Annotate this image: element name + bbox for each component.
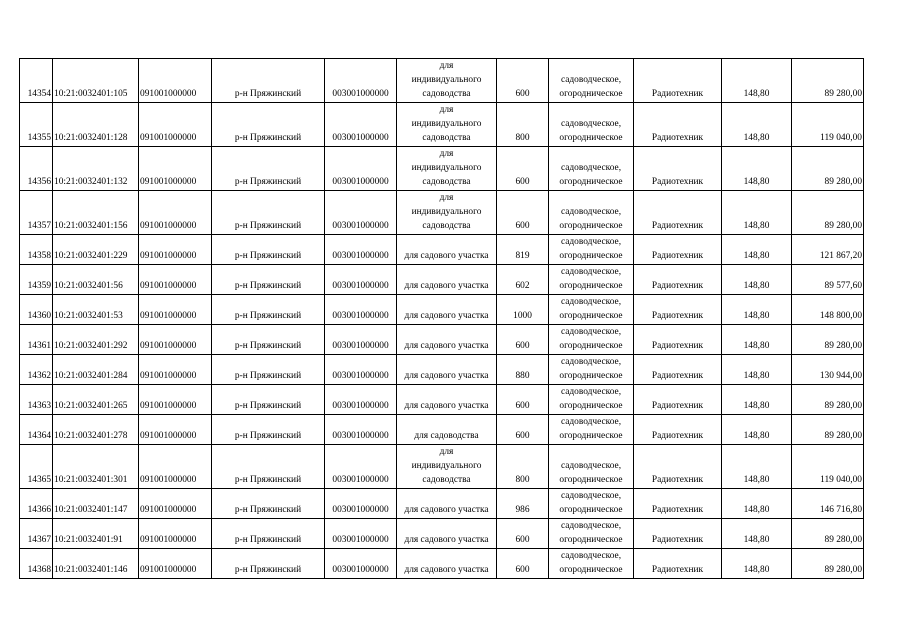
- purpose-cell: [397, 355, 497, 385]
- land-use-line: огородническое: [559, 565, 623, 575]
- area-cell: 986: [497, 489, 549, 519]
- row-number-cell: 14357: [20, 191, 53, 235]
- amount-cell: 89 280,00: [792, 519, 864, 549]
- amount-cell: 89 577,60: [792, 265, 864, 295]
- purpose-line: для: [439, 149, 454, 159]
- purpose-line: для садового участка: [404, 281, 489, 291]
- table-row: [20, 385, 864, 415]
- land-use-cell: [549, 385, 634, 415]
- area-cell: 602: [497, 265, 549, 295]
- rate-cell: 148,80: [722, 325, 792, 355]
- purpose-line: для: [439, 105, 454, 115]
- district-cell: р-н Пряжинский: [212, 445, 325, 489]
- district-cell: р-н Пряжинский: [212, 415, 325, 445]
- purpose-line: для садового участка: [404, 401, 489, 411]
- territory-code-cell: 091001000000: [139, 103, 212, 147]
- cadastral-number-cell: 10:21:0032401:53: [53, 295, 139, 325]
- rate-cell: 148,80: [722, 265, 792, 295]
- purpose-line: индивидуального: [411, 461, 482, 471]
- land-use-cell: [549, 489, 634, 519]
- organization-cell: Радиотехник: [634, 355, 722, 385]
- rate-cell: 148,80: [722, 549, 792, 579]
- purpose-line: индивидуального: [411, 119, 482, 129]
- settlement-code-cell: 003001000000: [325, 445, 397, 489]
- land-use-cell: [549, 355, 634, 385]
- land-use-line: огородническое: [559, 535, 623, 545]
- district-cell: р-н Пряжинский: [212, 355, 325, 385]
- table-row: [20, 103, 864, 147]
- land-use-line: садоводческое,: [560, 237, 622, 247]
- settlement-code-cell: 003001000000: [325, 265, 397, 295]
- area-cell: 800: [497, 103, 549, 147]
- land-use-line: садоводческое,: [560, 267, 622, 277]
- amount-cell: 130 944,00: [792, 355, 864, 385]
- purpose-line: садоводства: [422, 89, 471, 99]
- purpose-line: садоводства: [422, 177, 471, 187]
- land-use-line: огородническое: [559, 431, 623, 441]
- purpose-cell: [397, 445, 497, 489]
- settlement-code-cell: 003001000000: [325, 191, 397, 235]
- area-cell: 600: [497, 325, 549, 355]
- cadastral-number-cell: 10:21:0032401:56: [53, 265, 139, 295]
- table-row: [20, 355, 864, 385]
- cadastral-number-cell: 10:21:0032401:128: [53, 103, 139, 147]
- rate-cell: 148,80: [722, 103, 792, 147]
- purpose-line: для садового участка: [404, 311, 489, 321]
- cadastral-number-cell: 10:21:0032401:301: [53, 445, 139, 489]
- organization-cell: Радиотехник: [634, 445, 722, 489]
- organization-cell: Радиотехник: [634, 147, 722, 191]
- settlement-code-cell: 003001000000: [325, 325, 397, 355]
- row-number-cell: 14364: [20, 415, 53, 445]
- land-use-line: садоводческое,: [560, 327, 622, 337]
- table-row: [20, 549, 864, 579]
- table-row: [20, 519, 864, 549]
- cadastral-number-cell: 10:21:0032401:156: [53, 191, 139, 235]
- purpose-line: для садового участка: [404, 535, 489, 545]
- cadastral-number-cell: 10:21:0032401:146: [53, 549, 139, 579]
- amount-cell: 89 280,00: [792, 415, 864, 445]
- district-cell: р-н Пряжинский: [212, 59, 325, 103]
- cadastral-number-cell: 10:21:0032401:292: [53, 325, 139, 355]
- purpose-line: садоводства: [422, 475, 471, 485]
- rate-cell: 148,80: [722, 355, 792, 385]
- purpose-cell: [397, 385, 497, 415]
- row-number-cell: 14367: [20, 519, 53, 549]
- territory-code-cell: 091001000000: [139, 445, 212, 489]
- settlement-code-cell: 003001000000: [325, 385, 397, 415]
- purpose-cell: [397, 103, 497, 147]
- land-use-line: садоводческое,: [560, 207, 622, 217]
- purpose-line: индивидуального: [411, 75, 482, 85]
- purpose-line: садоводства: [422, 133, 471, 143]
- organization-cell: Радиотехник: [634, 235, 722, 265]
- organization-cell: Радиотехник: [634, 325, 722, 355]
- purpose-line: для: [439, 193, 454, 203]
- land-use-cell: [549, 445, 634, 489]
- district-cell: р-н Пряжинский: [212, 235, 325, 265]
- district-cell: р-н Пряжинский: [212, 295, 325, 325]
- rate-cell: 148,80: [722, 191, 792, 235]
- land-use-line: огородническое: [559, 341, 623, 351]
- area-cell: 600: [497, 549, 549, 579]
- settlement-code-cell: 003001000000: [325, 59, 397, 103]
- settlement-code-cell: 003001000000: [325, 355, 397, 385]
- territory-code-cell: 091001000000: [139, 265, 212, 295]
- land-use-line: огородническое: [559, 401, 623, 411]
- district-cell: р-н Пряжинский: [212, 265, 325, 295]
- organization-cell: Радиотехник: [634, 489, 722, 519]
- area-cell: 800: [497, 445, 549, 489]
- organization-cell: Радиотехник: [634, 385, 722, 415]
- land-use-line: огородническое: [559, 371, 623, 381]
- land-use-cell: [549, 415, 634, 445]
- row-number-cell: 14365: [20, 445, 53, 489]
- area-cell: 600: [497, 415, 549, 445]
- land-use-line: садоводческое,: [560, 521, 622, 531]
- table-row: [20, 295, 864, 325]
- table-body: [20, 59, 864, 579]
- district-cell: р-н Пряжинский: [212, 519, 325, 549]
- purpose-cell: [397, 147, 497, 191]
- purpose-line: для: [439, 61, 454, 71]
- settlement-code-cell: 003001000000: [325, 295, 397, 325]
- cadastral-number-cell: 10:21:0032401:265: [53, 385, 139, 415]
- land-use-cell: [549, 549, 634, 579]
- purpose-line: для садового участка: [404, 341, 489, 351]
- territory-code-cell: 091001000000: [139, 325, 212, 355]
- land-use-line: садоводческое,: [560, 75, 622, 85]
- cadastral-number-cell: 10:21:0032401:105: [53, 59, 139, 103]
- area-cell: 600: [497, 519, 549, 549]
- land-use-line: огородническое: [559, 177, 623, 187]
- district-cell: р-н Пряжинский: [212, 325, 325, 355]
- organization-cell: Радиотехник: [634, 265, 722, 295]
- rate-cell: 148,80: [722, 445, 792, 489]
- land-use-line: огородническое: [559, 221, 623, 231]
- land-use-line: огородническое: [559, 281, 623, 291]
- row-number-cell: 14360: [20, 295, 53, 325]
- territory-code-cell: 091001000000: [139, 385, 212, 415]
- rate-cell: 148,80: [722, 519, 792, 549]
- land-use-cell: [549, 235, 634, 265]
- cadastral-number-cell: 10:21:0032401:132: [53, 147, 139, 191]
- land-use-cell: [549, 191, 634, 235]
- territory-code-cell: 091001000000: [139, 489, 212, 519]
- settlement-code-cell: 003001000000: [325, 147, 397, 191]
- area-cell: 1000: [497, 295, 549, 325]
- row-number-cell: 14359: [20, 265, 53, 295]
- land-use-cell: [549, 325, 634, 355]
- land-use-cell: [549, 265, 634, 295]
- amount-cell: 148 800,00: [792, 295, 864, 325]
- land-use-line: садоводческое,: [560, 357, 622, 367]
- land-use-cell: [549, 519, 634, 549]
- settlement-code-cell: 003001000000: [325, 519, 397, 549]
- purpose-cell: [397, 489, 497, 519]
- land-use-line: огородническое: [559, 89, 623, 99]
- land-use-line: огородническое: [559, 311, 623, 321]
- rate-cell: 148,80: [722, 385, 792, 415]
- purpose-line: для садового участка: [404, 371, 489, 381]
- cadastral-number-cell: 10:21:0032401:284: [53, 355, 139, 385]
- organization-cell: Радиотехник: [634, 415, 722, 445]
- purpose-cell: [397, 265, 497, 295]
- land-use-line: огородническое: [559, 505, 623, 515]
- purpose-line: для садоводства: [414, 431, 479, 441]
- area-cell: 600: [497, 59, 549, 103]
- row-number-cell: 14366: [20, 489, 53, 519]
- area-cell: 600: [497, 147, 549, 191]
- rate-cell: 148,80: [722, 415, 792, 445]
- area-cell: 819: [497, 235, 549, 265]
- land-use-line: садоводческое,: [560, 387, 622, 397]
- amount-cell: 89 280,00: [792, 59, 864, 103]
- table-row: [20, 59, 864, 103]
- territory-code-cell: 091001000000: [139, 295, 212, 325]
- purpose-line: для садового участка: [404, 565, 489, 575]
- cadastral-number-cell: 10:21:0032401:147: [53, 489, 139, 519]
- amount-cell: 89 280,00: [792, 385, 864, 415]
- territory-code-cell: 091001000000: [139, 191, 212, 235]
- territory-code-cell: 091001000000: [139, 235, 212, 265]
- purpose-line: для садового участка: [404, 505, 489, 515]
- organization-cell: Радиотехник: [634, 295, 722, 325]
- territory-code-cell: 091001000000: [139, 355, 212, 385]
- land-plot-table: [19, 58, 864, 579]
- purpose-line: садоводства: [422, 221, 471, 231]
- amount-cell: 121 867,20: [792, 235, 864, 265]
- territory-code-cell: 091001000000: [139, 549, 212, 579]
- purpose-line: для садового участка: [404, 251, 489, 261]
- table-row: [20, 265, 864, 295]
- organization-cell: Радиотехник: [634, 519, 722, 549]
- rate-cell: 148,80: [722, 59, 792, 103]
- purpose-cell: [397, 295, 497, 325]
- amount-cell: 119 040,00: [792, 103, 864, 147]
- purpose-line: для: [439, 447, 454, 457]
- purpose-cell: [397, 519, 497, 549]
- purpose-cell: [397, 415, 497, 445]
- table-row: [20, 489, 864, 519]
- land-use-line: огородническое: [559, 133, 623, 143]
- territory-code-cell: 091001000000: [139, 147, 212, 191]
- cadastral-number-cell: 10:21:0032401:229: [53, 235, 139, 265]
- purpose-line: индивидуального: [411, 163, 482, 173]
- table-row: [20, 415, 864, 445]
- land-use-line: огородническое: [559, 251, 623, 261]
- land-use-line: садоводческое,: [560, 551, 622, 561]
- organization-cell: Радиотехник: [634, 191, 722, 235]
- settlement-code-cell: 003001000000: [325, 103, 397, 147]
- district-cell: р-н Пряжинский: [212, 103, 325, 147]
- district-cell: р-н Пряжинский: [212, 385, 325, 415]
- land-use-line: садоводческое,: [560, 417, 622, 427]
- rate-cell: 148,80: [722, 489, 792, 519]
- settlement-code-cell: 003001000000: [325, 235, 397, 265]
- cadastral-number-cell: 10:21:0032401:91: [53, 519, 139, 549]
- purpose-cell: [397, 235, 497, 265]
- purpose-cell: [397, 325, 497, 355]
- purpose-line: индивидуального: [411, 207, 482, 217]
- rate-cell: 148,80: [722, 235, 792, 265]
- row-number-cell: 14362: [20, 355, 53, 385]
- row-number-cell: 14354: [20, 59, 53, 103]
- cadastral-number-cell: 10:21:0032401:278: [53, 415, 139, 445]
- land-use-line: садоводческое,: [560, 163, 622, 173]
- land-use-line: садоводческое,: [560, 491, 622, 501]
- area-cell: 600: [497, 385, 549, 415]
- land-use-line: садоводческое,: [560, 461, 622, 471]
- table-row: [20, 325, 864, 355]
- land-use-cell: [549, 295, 634, 325]
- territory-code-cell: 091001000000: [139, 519, 212, 549]
- table-row: [20, 235, 864, 265]
- land-use-cell: [549, 147, 634, 191]
- organization-cell: Радиотехник: [634, 59, 722, 103]
- purpose-cell: [397, 549, 497, 579]
- district-cell: р-н Пряжинский: [212, 489, 325, 519]
- area-cell: 880: [497, 355, 549, 385]
- amount-cell: 89 280,00: [792, 549, 864, 579]
- land-use-cell: [549, 59, 634, 103]
- organization-cell: Радиотехник: [634, 103, 722, 147]
- land-use-line: садоводческое,: [560, 119, 622, 129]
- row-number-cell: 14361: [20, 325, 53, 355]
- row-number-cell: 14355: [20, 103, 53, 147]
- district-cell: р-н Пряжинский: [212, 147, 325, 191]
- amount-cell: 89 280,00: [792, 325, 864, 355]
- land-use-cell: [549, 103, 634, 147]
- table-row: [20, 147, 864, 191]
- district-cell: р-н Пряжинский: [212, 191, 325, 235]
- settlement-code-cell: 003001000000: [325, 415, 397, 445]
- settlement-code-cell: 003001000000: [325, 549, 397, 579]
- row-number-cell: 14368: [20, 549, 53, 579]
- territory-code-cell: 091001000000: [139, 59, 212, 103]
- purpose-cell: [397, 191, 497, 235]
- land-use-line: огородническое: [559, 475, 623, 485]
- rate-cell: 148,80: [722, 295, 792, 325]
- area-cell: 600: [497, 191, 549, 235]
- settlement-code-cell: 003001000000: [325, 489, 397, 519]
- amount-cell: 119 040,00: [792, 445, 864, 489]
- district-cell: р-н Пряжинский: [212, 549, 325, 579]
- amount-cell: 146 716,80: [792, 489, 864, 519]
- rate-cell: 148,80: [722, 147, 792, 191]
- amount-cell: 89 280,00: [792, 147, 864, 191]
- table-row: [20, 445, 864, 489]
- row-number-cell: 14356: [20, 147, 53, 191]
- row-number-cell: 14358: [20, 235, 53, 265]
- organization-cell: Радиотехник: [634, 549, 722, 579]
- amount-cell: 89 280,00: [792, 191, 864, 235]
- table-row: [20, 191, 864, 235]
- purpose-cell: [397, 59, 497, 103]
- row-number-cell: 14363: [20, 385, 53, 415]
- land-use-line: садоводческое,: [560, 297, 622, 307]
- territory-code-cell: 091001000000: [139, 415, 212, 445]
